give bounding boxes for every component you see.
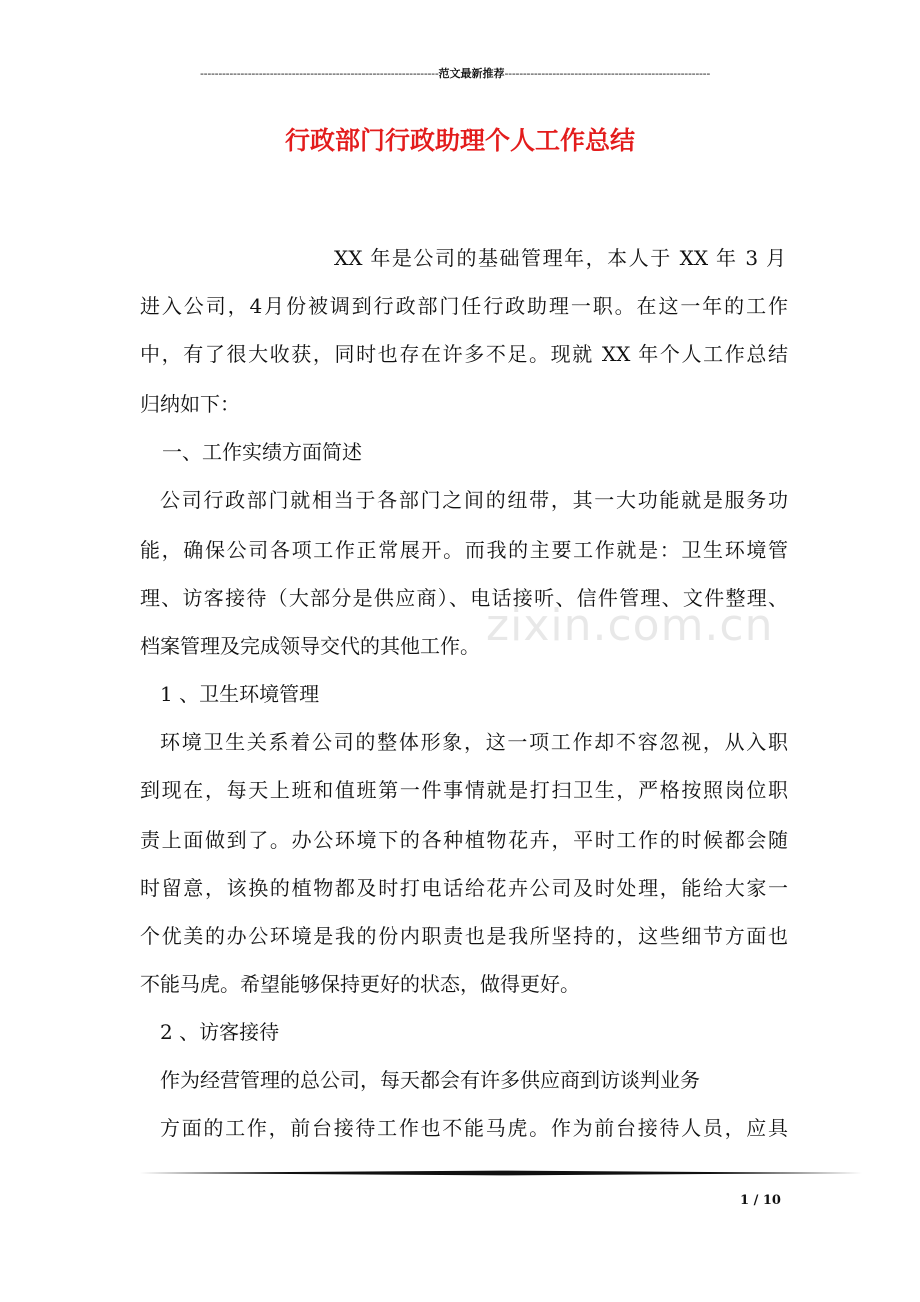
header-dashes-left: -----------------------------------------------------------------	[200, 67, 439, 80]
document-title: 行政部门行政助理个人工作总结	[284, 126, 635, 155]
paragraph-line: 理、访客接待（大部分是供应商）、电话接听、信件管理、文件整理、	[140, 586, 788, 610]
watermark: zixin.com.cn	[486, 600, 774, 651]
paragraph-line: 环境卫生关系着公司的整体形象，这一项工作却不容忽视，从入职	[160, 730, 788, 754]
paragraph-line: 进入公司，4月份被调到行政部门任行政助理一职。在这一年的工作	[140, 294, 788, 318]
subsection-heading: 2 、访客接待	[160, 1020, 280, 1044]
header-dashes-right: --------------------------------------------------------	[504, 67, 710, 80]
paragraph-line: 公司行政部门就相当于各部门之间的纽带，其一大功能就是服务功	[160, 488, 788, 512]
section-heading: 一、工作实绩方面简述	[162, 440, 362, 464]
paragraph-line: XX 年是公司的基础管理年，本人于 XX 年 3 月	[334, 246, 786, 270]
paragraph-line: 档案管理及完成领导交代的其他工作。	[140, 634, 480, 658]
paragraph-line: 不能马虎。希望能够保持更好的状态，做得更好。	[140, 972, 580, 996]
paragraph-line: 个优美的办公环境是我的份内职责也是我所坚持的，这些细节方面也	[140, 924, 788, 948]
footer-rule	[140, 1170, 862, 1176]
paragraph-line: 时留意，该换的植物都及时打电话给花卉公司及时处理，能给大家一	[140, 876, 788, 900]
paragraph-line: 作为经营管理的总公司，每天都会有许多供应商到访谈判业务	[160, 1068, 700, 1092]
page-header	[140, 66, 770, 82]
paragraph-line: 方面的工作，前台接待工作也不能马虎。作为前台接待人员，应具	[160, 1116, 788, 1140]
paragraph-line: 能，确保公司各项工作正常展开。而我的主要工作就是：卫生环境管	[140, 538, 788, 562]
paragraph-line: 中，有了很大收获，同时也存在许多不足。现就 XX 年个人工作总结	[140, 342, 788, 366]
header-text: 范文最新推荐	[438, 67, 505, 80]
paragraph-line: 到现在，每天上班和值班第一件事情就是打扫卫生，严格按照岗位职	[140, 778, 788, 802]
subsection-heading: 1 、卫生环境管理	[160, 682, 320, 706]
paragraph-line: 归纳如下：	[140, 392, 240, 416]
paragraph-line: 责上面做到了。办公环境下的各种植物花卉，平时工作的时候都会随	[140, 828, 788, 852]
page-number: 1 / 10	[740, 1193, 781, 1208]
